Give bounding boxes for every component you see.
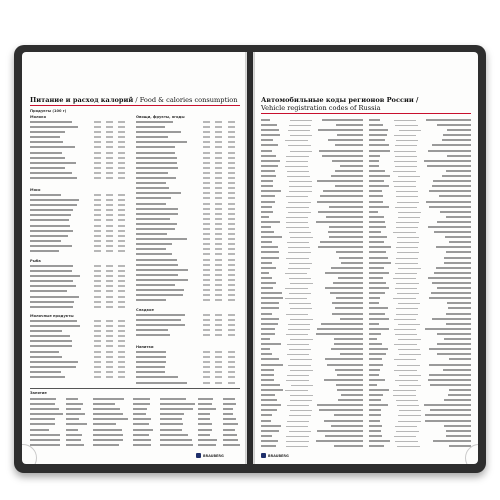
text-line	[261, 128, 363, 132]
text-line	[369, 118, 471, 122]
text-line	[30, 279, 130, 283]
text-line	[261, 169, 363, 173]
text-line	[261, 250, 363, 254]
text-line	[261, 327, 363, 331]
text-line	[369, 439, 471, 443]
text-line	[136, 263, 240, 267]
section-header: Молоко	[30, 115, 47, 119]
text-line	[30, 274, 130, 278]
text-line	[369, 154, 471, 158]
text-line	[261, 383, 363, 387]
text-line	[261, 434, 363, 438]
text-line	[369, 200, 471, 204]
text-line	[30, 365, 130, 369]
text-line	[369, 352, 471, 356]
text-line	[136, 293, 240, 297]
text-line	[261, 220, 363, 224]
text-line	[30, 375, 130, 379]
text-line	[30, 130, 130, 134]
text-line	[369, 271, 471, 275]
text-line	[136, 318, 240, 322]
text-line	[261, 225, 363, 229]
text-line	[261, 200, 363, 204]
text-line	[30, 234, 130, 238]
text-line	[369, 368, 471, 372]
text-line	[30, 344, 130, 348]
text-line	[261, 286, 363, 290]
text-line	[136, 151, 240, 155]
text-line	[30, 402, 240, 406]
text-line	[30, 412, 240, 416]
text-line	[30, 319, 130, 323]
text-line	[30, 433, 240, 437]
text-line	[261, 306, 363, 310]
text-line	[369, 184, 471, 188]
text-line	[261, 123, 363, 127]
text-line	[30, 224, 130, 228]
text-line	[369, 266, 471, 270]
section-header: Занятие	[30, 391, 47, 395]
text-line	[136, 186, 240, 190]
left-title-rule	[30, 105, 240, 106]
text-line	[30, 407, 240, 411]
text-line	[30, 140, 130, 144]
text-line	[369, 205, 471, 209]
text-line	[369, 245, 471, 249]
text-line	[136, 120, 240, 124]
text-line	[261, 378, 363, 382]
text-line	[369, 281, 471, 285]
text-line	[369, 429, 471, 433]
text-line	[261, 388, 363, 392]
text-line	[136, 365, 240, 369]
food-table-column-2b	[136, 313, 240, 343]
text-line	[136, 313, 240, 317]
text-line	[261, 143, 363, 147]
text-line	[136, 202, 240, 206]
section-header: Продукты (100 г)	[30, 109, 67, 113]
text-line	[369, 444, 471, 448]
text-line	[136, 247, 240, 251]
text-line	[30, 339, 130, 343]
text-line	[369, 179, 471, 183]
right-page	[253, 52, 478, 464]
text-line	[30, 350, 130, 354]
text-line	[30, 135, 130, 139]
text-line	[136, 227, 240, 231]
text-line	[261, 210, 363, 214]
text-line	[369, 230, 471, 234]
text-line	[30, 125, 130, 129]
text-line	[30, 360, 130, 364]
text-line	[369, 306, 471, 310]
brand-logo-icon	[196, 453, 201, 458]
text-line	[136, 258, 240, 262]
text-line	[369, 424, 471, 428]
text-line	[261, 291, 363, 295]
text-line	[369, 317, 471, 321]
text-line	[261, 154, 363, 158]
text-line	[30, 443, 240, 447]
text-line	[30, 218, 130, 222]
text-line	[261, 235, 363, 239]
left-title-ru: Питание и расход калорий	[30, 96, 134, 104]
text-line	[369, 342, 471, 346]
text-line	[369, 235, 471, 239]
text-line	[369, 159, 471, 163]
text-line	[136, 252, 240, 256]
activity-calories-table	[30, 397, 240, 453]
text-line	[261, 393, 363, 397]
text-line	[261, 194, 363, 198]
text-line	[261, 261, 363, 265]
food-table-column-2c	[136, 350, 240, 386]
text-line	[261, 184, 363, 188]
text-line	[261, 429, 363, 433]
text-line	[136, 242, 240, 246]
text-line	[136, 355, 240, 359]
region-codes-column-2	[369, 118, 471, 454]
text-line	[369, 189, 471, 193]
text-line	[261, 230, 363, 234]
activity-table-rule	[30, 388, 240, 389]
text-line	[261, 301, 363, 305]
text-line	[369, 312, 471, 316]
text-line	[369, 215, 471, 219]
text-line	[30, 166, 130, 170]
text-line	[261, 240, 363, 244]
text-line	[30, 244, 130, 248]
text-line	[136, 323, 240, 327]
text-line	[261, 133, 363, 137]
text-line	[30, 295, 130, 299]
text-line	[136, 156, 240, 160]
text-line	[261, 332, 363, 336]
left-page-title	[30, 96, 242, 104]
text-line	[369, 138, 471, 142]
text-line	[369, 220, 471, 224]
text-line	[136, 207, 240, 211]
right-title-en: Vehicle registration codes of Russia	[261, 104, 381, 112]
text-line	[30, 171, 130, 175]
text-line	[261, 357, 363, 361]
text-line	[369, 301, 471, 305]
text-line	[369, 261, 471, 265]
text-line	[261, 403, 363, 407]
food-table-column-1b	[30, 193, 130, 257]
text-line	[369, 250, 471, 254]
text-line	[30, 324, 130, 328]
text-line	[30, 213, 130, 217]
text-line	[261, 398, 363, 402]
right-title-ru: Автомобильные коды регионов России /	[261, 96, 419, 104]
text-line	[369, 133, 471, 137]
text-line	[136, 381, 240, 385]
text-line	[369, 403, 471, 407]
text-line	[369, 378, 471, 382]
text-line	[261, 256, 363, 260]
text-line	[261, 245, 363, 249]
text-line	[261, 281, 363, 285]
text-line	[369, 296, 471, 300]
text-line	[369, 143, 471, 147]
text-line	[136, 140, 240, 144]
text-line	[369, 413, 471, 417]
section-header: Овощи, фрукты, ягоды	[136, 115, 185, 119]
section-header: Рыба	[30, 259, 41, 263]
text-line	[136, 283, 240, 287]
text-line	[30, 334, 130, 338]
text-line	[30, 249, 130, 253]
food-table-column-2a	[136, 120, 240, 306]
text-line	[30, 284, 130, 288]
text-line	[136, 125, 240, 129]
text-line	[369, 286, 471, 290]
text-line	[30, 300, 130, 304]
text-line	[261, 368, 363, 372]
text-line	[261, 352, 363, 356]
text-line	[136, 268, 240, 272]
text-line	[369, 383, 471, 387]
food-table-column-1d	[30, 319, 130, 385]
text-line	[30, 120, 130, 124]
text-line	[30, 176, 130, 180]
text-line	[369, 322, 471, 326]
text-line	[369, 363, 471, 367]
text-line	[136, 328, 240, 332]
text-line	[30, 208, 130, 212]
text-line	[136, 212, 240, 216]
text-line	[261, 408, 363, 412]
text-line	[261, 149, 363, 153]
text-line	[261, 444, 363, 448]
text-line	[261, 118, 363, 122]
text-line	[30, 264, 130, 268]
text-line	[261, 317, 363, 321]
text-line	[369, 357, 471, 361]
text-line	[30, 428, 240, 432]
text-line	[30, 289, 130, 293]
text-line	[30, 329, 130, 333]
text-line	[30, 397, 240, 401]
text-line	[261, 179, 363, 183]
text-line	[261, 342, 363, 346]
section-header: Напитки	[136, 345, 154, 349]
text-line	[30, 305, 130, 309]
text-line	[369, 276, 471, 280]
text-line	[136, 191, 240, 195]
text-line	[136, 360, 240, 364]
text-line	[369, 347, 471, 351]
left-brand: BRAUBERG	[203, 454, 224, 458]
text-line	[261, 266, 363, 270]
text-line	[261, 419, 363, 423]
text-line	[30, 438, 240, 442]
text-line	[261, 347, 363, 351]
text-line	[261, 189, 363, 193]
left-title-en: / Food & calories consumption	[135, 96, 238, 104]
text-line	[369, 123, 471, 127]
text-line	[136, 278, 240, 282]
text-line	[369, 373, 471, 377]
text-line	[369, 327, 471, 331]
text-line	[261, 159, 363, 163]
text-line	[261, 276, 363, 280]
text-line	[369, 169, 471, 173]
text-line	[261, 322, 363, 326]
text-line	[30, 145, 130, 149]
text-line	[261, 424, 363, 428]
text-line	[369, 393, 471, 397]
text-line	[261, 271, 363, 275]
text-line	[261, 215, 363, 219]
text-line	[30, 151, 130, 155]
text-line	[369, 434, 471, 438]
text-line	[136, 171, 240, 175]
text-line	[261, 337, 363, 341]
text-line	[261, 439, 363, 443]
text-line	[30, 156, 130, 160]
left-page	[22, 52, 247, 464]
text-line	[30, 193, 130, 197]
region-codes-column-1	[261, 118, 363, 454]
text-line	[369, 408, 471, 412]
text-line	[369, 240, 471, 244]
text-line	[369, 337, 471, 341]
section-header: Мясо	[30, 188, 41, 192]
text-line	[369, 256, 471, 260]
section-header: Сладкое	[136, 308, 154, 312]
text-line	[136, 375, 240, 379]
text-line	[136, 333, 240, 337]
text-line	[136, 166, 240, 170]
text-line	[369, 174, 471, 178]
right-title-rule	[261, 113, 471, 114]
text-line	[136, 288, 240, 292]
text-line	[369, 419, 471, 423]
book-spine	[245, 52, 255, 464]
text-line	[136, 273, 240, 277]
text-line	[30, 422, 240, 426]
text-line	[136, 298, 240, 302]
text-line	[30, 239, 130, 243]
text-line	[136, 196, 240, 200]
text-line	[261, 363, 363, 367]
text-line	[136, 161, 240, 165]
text-line	[136, 222, 240, 226]
text-line	[261, 413, 363, 417]
text-line	[30, 161, 130, 165]
text-line	[30, 269, 130, 273]
text-line	[136, 350, 240, 354]
text-line	[369, 210, 471, 214]
text-line	[261, 205, 363, 209]
text-line	[30, 370, 130, 374]
text-line	[261, 373, 363, 377]
text-line	[261, 296, 363, 300]
text-line	[261, 174, 363, 178]
text-line	[369, 149, 471, 153]
text-line	[30, 355, 130, 359]
text-line	[369, 128, 471, 132]
text-line	[136, 232, 240, 236]
text-line	[136, 145, 240, 149]
text-line	[30, 229, 130, 233]
food-table-column-1c	[30, 264, 130, 312]
text-line	[369, 332, 471, 336]
text-line	[30, 203, 130, 207]
right-page-title	[261, 96, 473, 104]
food-table-column-1a	[30, 120, 130, 186]
text-line	[261, 312, 363, 316]
text-line	[136, 176, 240, 180]
brand-logo-icon	[261, 453, 266, 458]
text-line	[369, 398, 471, 402]
text-line	[369, 291, 471, 295]
text-line	[136, 370, 240, 374]
text-line	[136, 130, 240, 134]
text-line	[369, 164, 471, 168]
text-line	[369, 388, 471, 392]
text-line	[136, 237, 240, 241]
right-brand: BRAUBERG	[268, 454, 289, 458]
text-line	[261, 138, 363, 142]
text-line	[369, 225, 471, 229]
text-line	[30, 417, 240, 421]
text-line	[369, 194, 471, 198]
text-line	[30, 198, 130, 202]
text-line	[136, 217, 240, 221]
text-line	[136, 181, 240, 185]
text-line	[136, 135, 240, 139]
text-line	[261, 164, 363, 168]
section-header: Молочные продукты	[30, 314, 74, 318]
